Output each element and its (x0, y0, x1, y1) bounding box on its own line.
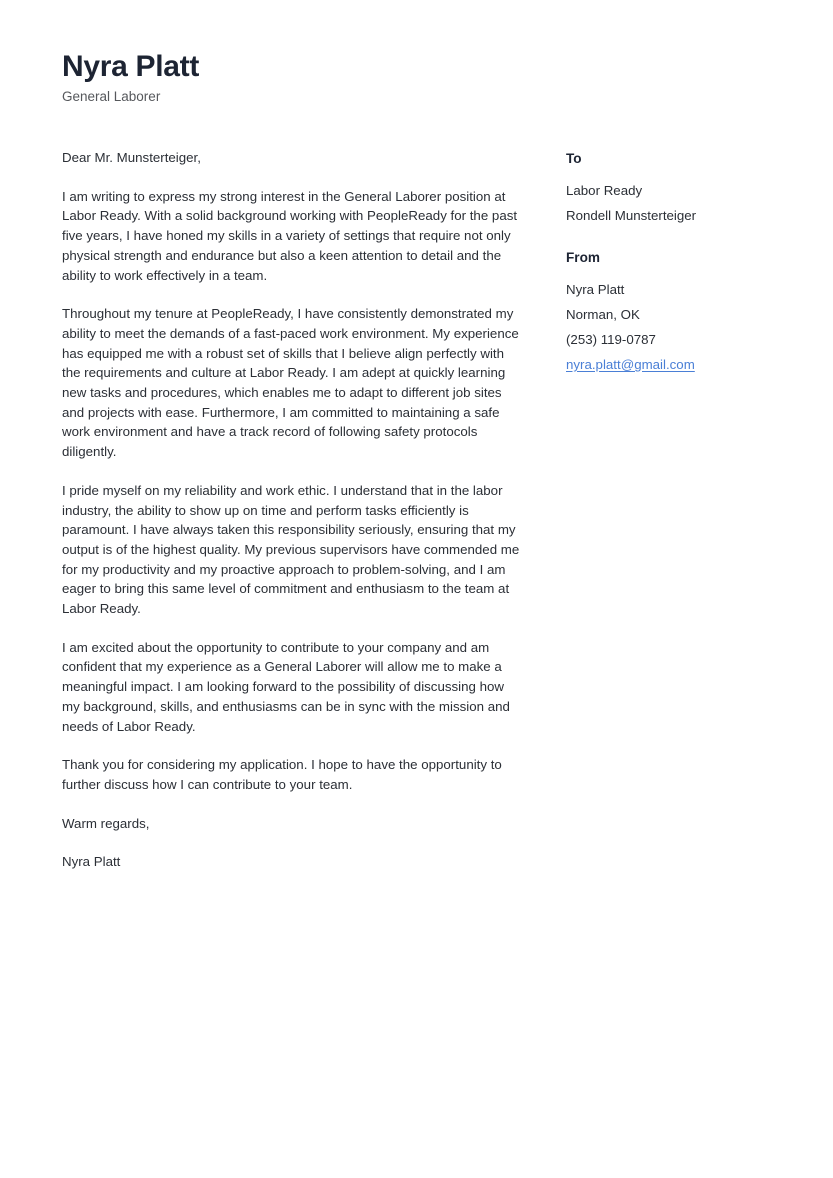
candidate-job-title: General Laborer (62, 89, 161, 104)
letter-paragraph-5: Thank you for considering my application. I hope to have the opportunity to further discuss how I can contribute to your team. (62, 757, 502, 792)
sender-phone: (253) 119-0787 (566, 332, 656, 347)
page-title: Nyra Platt (62, 50, 200, 83)
recipient-block (566, 149, 786, 228)
letter-body (62, 148, 520, 872)
letter-paragraph-3: I pride myself on my reliability and work ethic. I understand that in the labor industry, the ability to show up on time and perform tasks efficiently is paramount. I have always taken this responsibility seriously, ensuring that my output is of the highest quality. My previous supervisors have commended me for my productivity and my proactive approach to problem-solving, and I am eager to bring this same level of commitment and enthusiasm to the team at Labor Ready. (62, 482, 520, 617)
sender-name: Nyra Platt (566, 282, 625, 297)
letter-meta-column (566, 149, 786, 377)
letter-closing: Warm regards, (62, 815, 150, 831)
letter-signature: Nyra Platt (62, 854, 121, 870)
letter-paragraph-4: I am excited about the opportunity to contribute to your company and am confident that my experience as a General Laborer will allow me to make a meaningful impact. I am looking forward to the possibility of discussing how my background, skills, and enthusiasms can be in sync with the mission and needs of Labor Ready. (62, 639, 510, 734)
to-heading: To (566, 151, 582, 166)
sender-block (566, 248, 786, 377)
letter-paragraph-1: I am writing to express my strong interest in the General Laborer position at Labor Ready. With a solid background working with PeopleReady for the past five years, I have honed my skills in a variety of settings that require not only physical strength and endurance but also a keen attention to detail and the ability to work effectively in a team. (62, 188, 518, 283)
letter-salutation: Dear Mr. Munsterteiger, (62, 150, 201, 165)
sender-email-link[interactable]: nyra.platt@gmail.com (566, 357, 695, 372)
letter-paragraph-2: Throughout my tenure at PeopleReady, I have consistently demonstrated my ability to meet the demands of a fast-paced work environment. My experience has equipped me with a robust set of skills that I believe align perfectly with the requirements and culture at Labor Ready. I am adept at quickly learning new tasks and procedures, which enables me to adapt to different job sites and projects with ease. Furthermore, I am committed to maintaining a safe work environment and have a track record of following safety protocols diligently. (62, 306, 519, 460)
recipient-name: Rondell Munsterteiger (566, 208, 697, 223)
recipient-company: Labor Ready (566, 183, 643, 198)
sender-location: Norman, OK (566, 307, 640, 322)
from-heading: From (566, 250, 600, 265)
letter-header (62, 50, 662, 106)
